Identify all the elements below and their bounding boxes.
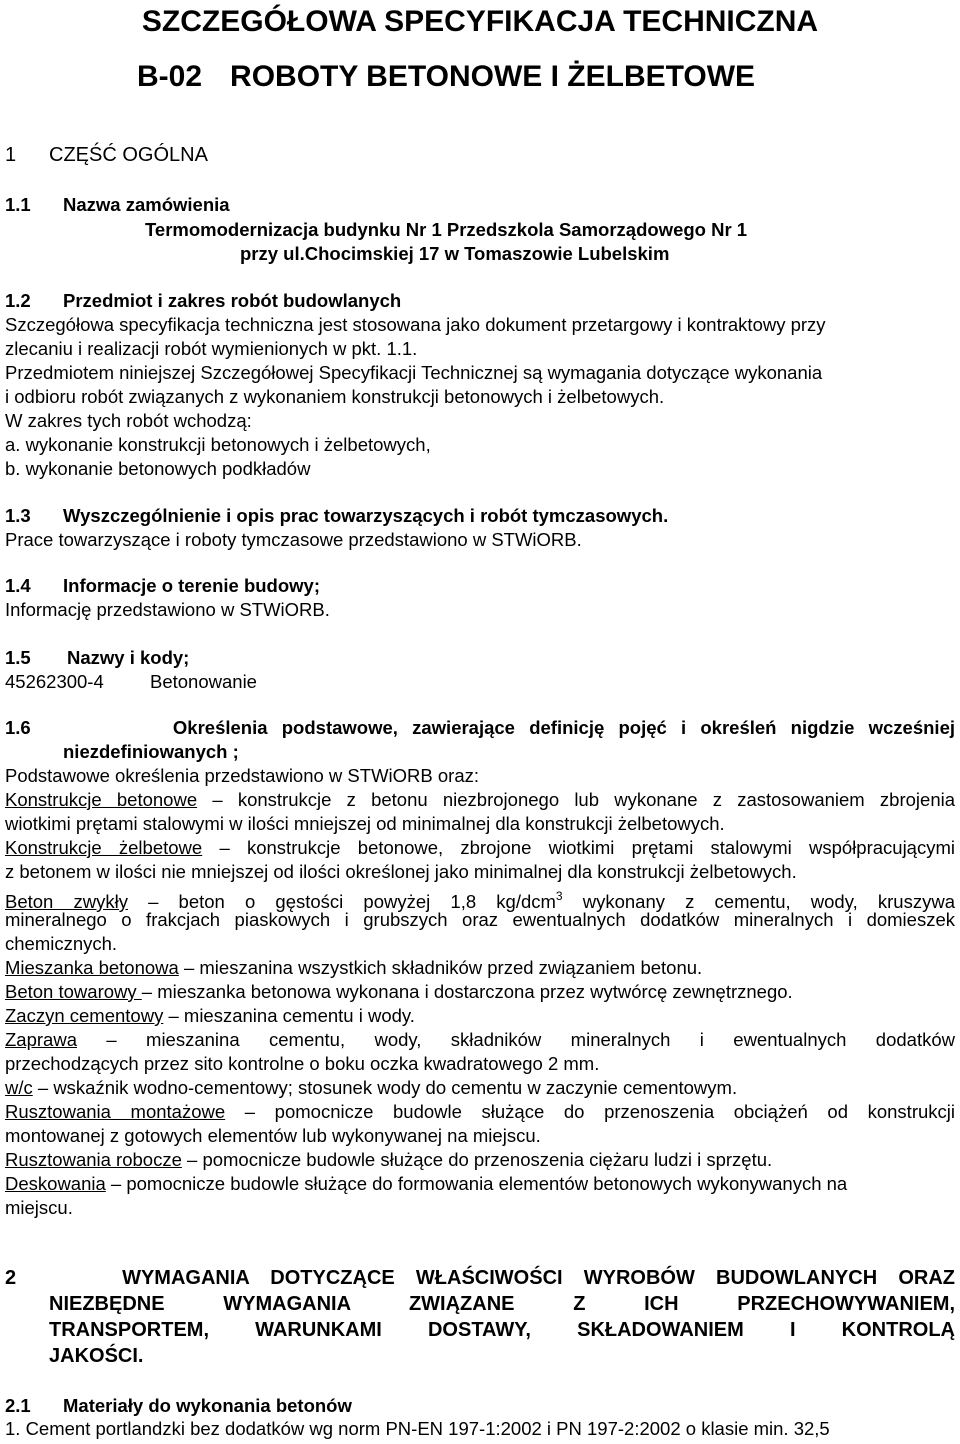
definition-assembly-scaffolding: Rusztowania montażowe – pomocnicze budowle służące do przenoszenia obciążeń od konstrukcji xyxy=(5,1101,955,1122)
section-1-4-text: Informację przedstawiono w STWiORB. xyxy=(5,599,330,620)
section-1-2-heading: 1.2 Przedmiot i zakres robót budowlanych xyxy=(5,290,402,311)
definition-formwork: Deskowania – pomocnicze budowle służące do formowania elementów betonowych wykonywanych na xyxy=(5,1173,848,1194)
cpv-code: 45262300-4 xyxy=(5,671,104,692)
definition-ordinary-concrete: Beton zwykły – beton o gęstości powyżej 1,8 kg/dcm$^3$ wykonany z cementu, wody, kruszywa xyxy=(5,889,955,912)
section-1-4-heading: 1.4 Informacje o terenie budowy; xyxy=(5,575,320,596)
term: Konstrukcje żelbetowe xyxy=(5,837,203,858)
term: Beton towarowy xyxy=(5,981,142,1002)
definition-mortar-cont: przechodzących przez sito kontrolne o boku oczka kwadratowego 2 mm. xyxy=(5,1053,600,1074)
definition-formwork-cont: miejscu. xyxy=(5,1197,73,1218)
section-2-heading-line-3: TRANSPORTEM, WARUNKAMI DOSTAWY, SKŁADOWANIEM I KONTROLĄ xyxy=(49,1319,955,1341)
section-2-1-heading: 2.1 Materiały do wykonania betonów xyxy=(5,1395,352,1416)
order-name-line-2: przy ul.Chocimskiej 17 w Tomaszowie Lubelskim xyxy=(240,243,670,264)
definition-reinforced-structures: Konstrukcje żelbetowe – konstrukcje betonowe, zbrojone wiotkimi prętami stalowymi współpracującymi xyxy=(5,837,955,858)
scope-paragraph-2-line-1: Przedmiotem niniejszej Szczegółowej Specyfikacji Technicznej są wymagania dotyczące wykonania xyxy=(5,362,823,383)
definition-ready-mix: Beton towarowy – mieszanka betonowa wykonana i dostarczona przez wytwórcę zewnętrznego. xyxy=(5,981,793,1002)
section-1-heading: 1 CZĘŚĆ OGÓLNA xyxy=(5,144,208,166)
section-1-6-heading-line-2: niezdefiniowanych ; xyxy=(63,741,239,762)
term: Rusztowania robocze xyxy=(5,1149,182,1170)
term: Zaprawa xyxy=(5,1029,77,1050)
term: w/c xyxy=(5,1077,33,1098)
section-2-heading-line-4: JAKOŚCI. xyxy=(49,1345,144,1367)
scope-item-b: b. wykonanie betonowych podkładów xyxy=(5,458,311,479)
spec-subtitle: ROBOTY BETONOWE I ŻELBETOWE xyxy=(230,60,756,93)
definition-concrete-mix: Mieszanka betonowa – mieszanina wszystkich składników przed związaniem betonu. xyxy=(5,957,703,978)
scope-paragraph-2-line-2: i odbioru robót związanych z wykonaniem konstrukcji betonowych i żelbetowych. xyxy=(5,386,665,407)
scope-paragraph-1-line-2: zlecaniu i realizacji robót wymienionych w pkt. 1.1. xyxy=(5,338,418,359)
scope-paragraph-1-line-1: Szczegółowa specyfikacja techniczna jest stosowana jako dokument przetargowy i kontraktowy przy xyxy=(5,314,826,335)
definition-mortar: Zaprawa – mieszanina cementu, wody, składników mineralnych i ewentualnych dodatków xyxy=(5,1029,955,1050)
term: Beton zwykły xyxy=(5,891,128,912)
section-1-5-heading: 1.5 Nazwy i kody; xyxy=(5,647,190,668)
definition-assembly-scaffolding-cont: montowanej z gotowych elementów lub wykonywanej na miejscu. xyxy=(5,1125,541,1146)
spec-code: B-02 xyxy=(137,60,203,93)
term: Mieszanka betonowa xyxy=(5,957,179,978)
term: Deskowania xyxy=(5,1173,106,1194)
section-1-3-text: Prace towarzyszące i roboty tymczasowe przedstawiono w STWiORB. xyxy=(5,529,582,550)
section-2-heading-line-2: NIEZBĘDNE WYMAGANIA ZWIĄZANE Z ICH PRZECHOWYWANIEM, xyxy=(49,1293,955,1315)
cpv-code-row xyxy=(5,670,257,694)
definition-ordinary-concrete-end: chemicznych. xyxy=(5,933,118,954)
definition-wc-ratio: w/c – wskaźnik wodno-cementowy; stosunek wody do cementu w zaczynie cementowym. xyxy=(5,1077,738,1098)
term: Konstrukcje betonowe xyxy=(5,789,198,810)
term: Zaczyn cementowy xyxy=(5,1005,164,1026)
cpv-code-name: Betonowanie xyxy=(150,671,257,692)
definition-concrete-structures: Konstrukcje betonowe – konstrukcje z betonu niezbrojonego lub wykonane z zastosowaniem zbrojenia xyxy=(5,789,956,810)
definition-reinforced-structures-cont: z betonem w ilości nie mniejszej od ilości określonej jako minimalnej dla konstrukcji żelbetowych. xyxy=(5,861,797,882)
order-name-line-1: Termomodernizacja budynku Nr 1 Przedszkola Samorządowego Nr 1 xyxy=(145,219,748,240)
section-1-6-heading-line-1: 1.6 Określenia podstawowe, zawierające definicję pojęć i określeń nigdzie wcześniej xyxy=(5,717,955,738)
section-1-1-heading: 1.1 Nazwa zamówienia xyxy=(5,194,230,215)
definition-working-scaffolding: Rusztowania robocze – pomocnicze budowle służące do przenoszenia ciężaru ludzi i sprzętu. xyxy=(5,1149,773,1170)
section-2-heading-line-1: 2 WYMAGANIA DOTYCZĄCE WŁAŚCIWOŚCI WYROBÓW BUDOWLANYCH ORAZ xyxy=(5,1267,955,1289)
materials-item-1: 1. Cement portlandzki bez dodatków wg norm PN-EN 197-1:2002 i PN 197-2:2002 o klasie min. 32,5 xyxy=(5,1418,830,1439)
document-subtitle xyxy=(137,59,755,95)
section-1-3-heading: 1.3 Wyszczególnienie i opis prac towarzyszących i robót tymczasowych. xyxy=(5,505,669,526)
term: Rusztowania montażowe xyxy=(5,1101,226,1122)
definition-cement-paste: Zaczyn cementowy – mieszanina cementu i wody. xyxy=(5,1005,415,1026)
definitions-intro: Podstawowe określenia przedstawiono w STWiORB oraz: xyxy=(5,765,479,786)
document-title: SZCZEGÓŁOWA SPECYFIKACJA TECHNICZNA xyxy=(141,5,819,38)
definition-ordinary-concrete-cont: mineralnego o frakcjach piaskowych i grubszych oraz ewentualnych dodatków mineralnych i domieszek xyxy=(5,909,955,930)
scope-item-a: a. wykonanie konstrukcji betonowych i żelbetowych, xyxy=(5,434,431,455)
definition-concrete-structures-cont: wiotkimi prętami stalowymi w ilości mniejszej od minimalnej dla konstrukcji żelbetowych. xyxy=(5,813,725,834)
scope-paragraph-3: W zakres tych robót wchodzą: xyxy=(5,410,252,431)
